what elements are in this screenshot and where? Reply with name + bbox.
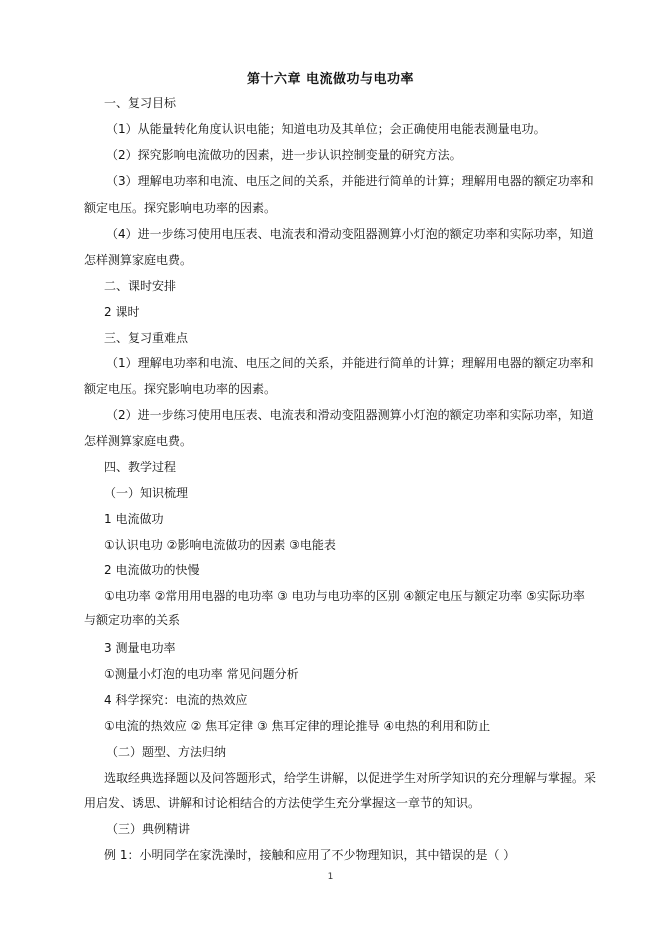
text-line: 怎样测算家庭电费。 <box>84 434 193 448</box>
text-line: ①测量小灯泡的电功率 常见问题分析 <box>104 667 299 681</box>
text-line: （1）理解电功率和电流、电压之间的关系，并能进行简单的计算；理解用电器的额定功率和 <box>106 356 594 370</box>
text-line: （二）题型、方法归纳 <box>106 745 227 759</box>
text-line: 一、复习目标 <box>104 96 177 110</box>
text-line: ①认识电功 ②影响电流做功的因素 ③电能表 <box>104 538 336 552</box>
text-line: （1）从能量转化角度认识电能；知道电功及其单位；会正确使用电能表测量电功。 <box>106 122 546 136</box>
text-line: 1 电流做功 <box>104 512 164 526</box>
text-line: 4 科学探究：电流的热效应 <box>104 693 248 707</box>
text-line: ①电功率 ②常用用电器的电功率 ③ 电功与电功率的区别 ④额定电压与额定功率 ⑤实际功率 <box>104 589 585 603</box>
text-line: 与额定功率的关系 <box>84 613 181 627</box>
text-line: （2）探究影响电流做功的因素，进一步认识控制变量的研究方法。 <box>106 148 462 162</box>
chapter-title: 第十六章 电流做功与电功率 <box>246 72 415 87</box>
text-line: 额定电压。探究影响电功率的因素。 <box>84 382 277 396</box>
text-line: 怎样测算家庭电费。 <box>84 253 193 267</box>
text-line: （4）进一步练习使用电压表、电流表和滑动变阻器测算小灯泡的额定功率和实际功率，知道 <box>106 227 594 241</box>
text-line: 二、课时安排 <box>104 279 177 293</box>
text-line: （3）理解电功率和电流、电压之间的关系，并能进行简单的计算；理解用电器的额定功率和 <box>106 174 594 188</box>
text-line: 例 1：小明同学在家洗澡时，接触和应用了不少物理知识，其中错误的是（ ） <box>104 848 516 862</box>
text-line: 选取经典选择题以及问答题形式，给学生讲解，以促进学生对所学知识的充分理解与掌握。采 <box>104 771 597 785</box>
text-line: 用启发、诱思、讲解和讨论相结合的方法使学生充分掌握这一章节的知识。 <box>84 796 481 810</box>
text-line: 2 课时 <box>104 305 140 319</box>
text-line: 四、教学过程 <box>104 460 177 474</box>
text-line: 2 电流做功的快慢 <box>104 563 200 577</box>
text-line: （2）进一步练习使用电压表、电流表和滑动变阻器测算小灯泡的额定功率和实际功率，知道 <box>106 408 594 422</box>
text-line: 额定电压。探究影响电功率的因素。 <box>84 201 277 215</box>
text-line: ①电流的热效应 ② 焦耳定律 ③ 焦耳定律的理论推导 ④电热的利用和防止 <box>104 719 491 733</box>
page-number: 1 <box>327 872 334 882</box>
text-line: 三、复习重难点 <box>104 331 189 345</box>
text-line: （三）典例精讲 <box>106 822 191 836</box>
text-line: 3 测量电功率 <box>104 641 176 655</box>
text-line: （一）知识梳理 <box>104 486 189 500</box>
